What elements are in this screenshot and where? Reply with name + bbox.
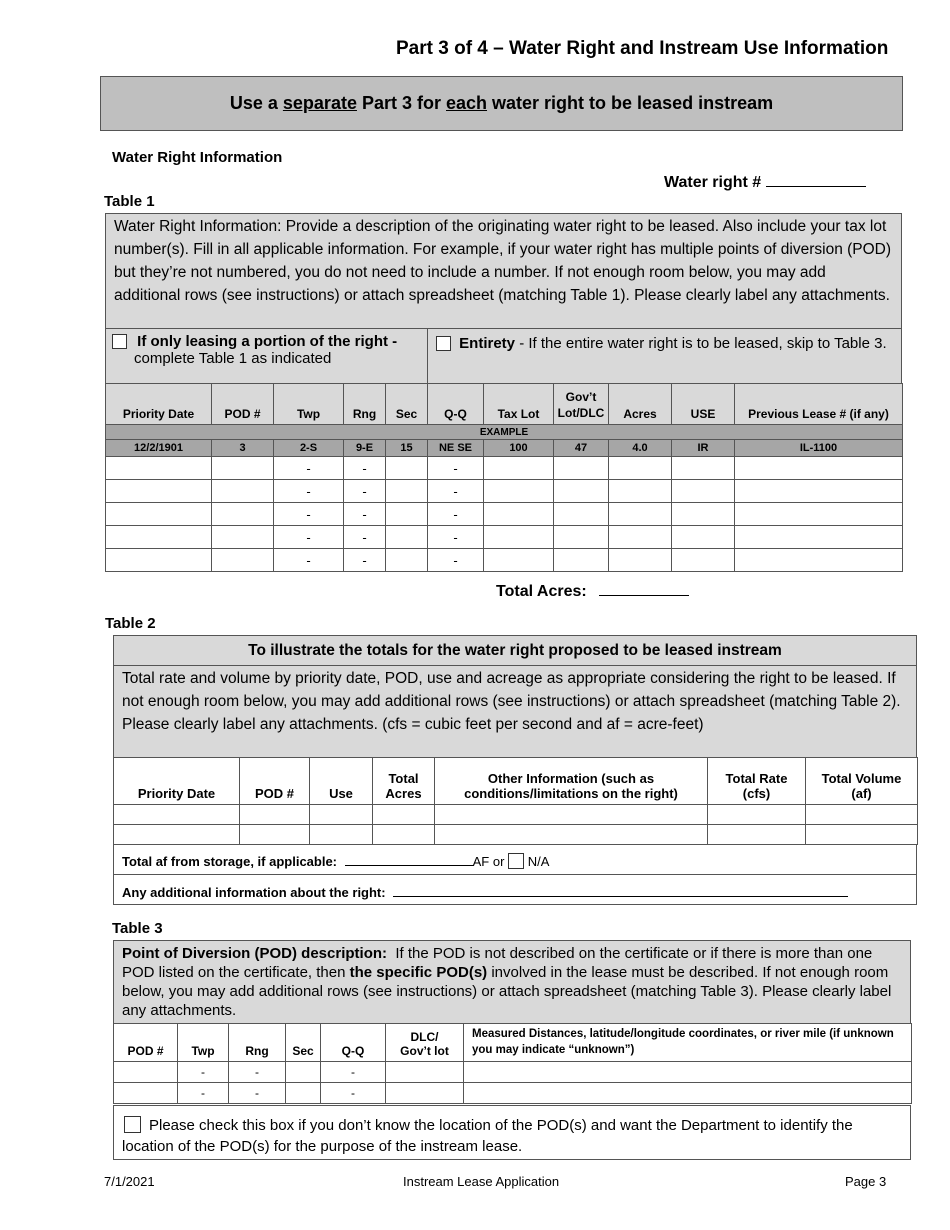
col-rng: Rng <box>344 384 386 425</box>
input-cell[interactable] <box>554 526 609 549</box>
col-dlc-govt-lot: DLC/ Gov’t lot <box>386 1024 464 1062</box>
input-cell[interactable] <box>386 526 428 549</box>
input-cell[interactable] <box>735 457 903 480</box>
additional-info-input[interactable] <box>393 884 848 897</box>
example-cell: 9-E <box>344 440 386 457</box>
dash-cell[interactable]: - <box>178 1062 229 1083</box>
table1-description: Water Right Information: Provide a description of the originating water right to be leased. Also include your tax lot number(s). Fill in all applicable information. For example, if your water right has multiple points of diversion (POD) but they’re not numbered, you do not need to include a number. If not enough room below, you may add additional rows (see instructions) or attach spreadsheet (matching Table 1). Please clearly label any attachments. <box>105 213 902 329</box>
dash-cell[interactable]: - <box>428 503 484 526</box>
input-cell[interactable] <box>310 805 373 825</box>
col-priority-date: Priority Date <box>114 758 240 805</box>
input-cell[interactable] <box>735 480 903 503</box>
storage-row <box>113 844 917 875</box>
table1-grid <box>105 383 903 572</box>
page-title: Part 3 of 4 – Water Right and Instream Use Information <box>396 38 889 59</box>
dash-cell[interactable]: - <box>321 1062 386 1083</box>
table-row[interactable] <box>106 457 903 480</box>
table-row[interactable] <box>114 1062 912 1083</box>
dash-cell[interactable]: - <box>321 1083 386 1104</box>
table2-grid <box>113 757 918 845</box>
entirety-option-bold: Entirety <box>459 335 516 352</box>
col-sec: Sec <box>386 384 428 425</box>
example-cell: 3 <box>212 440 274 457</box>
input-cell[interactable] <box>386 503 428 526</box>
col-pod: POD # <box>212 384 274 425</box>
input-cell[interactable] <box>373 805 435 825</box>
input-cell[interactable] <box>286 1083 321 1104</box>
example-cell: 12/2/1901 <box>106 440 212 457</box>
input-cell[interactable] <box>212 480 274 503</box>
water-right-number-label: Water right # <box>664 174 766 191</box>
input-cell[interactable] <box>212 457 274 480</box>
dash-cell[interactable]: - <box>344 503 386 526</box>
input-cell[interactable] <box>114 1062 178 1083</box>
input-cell[interactable] <box>708 805 806 825</box>
footer-page-number: Page 3 <box>845 1174 887 1189</box>
col-qq: Q-Q <box>321 1024 386 1062</box>
input-cell[interactable] <box>386 549 428 572</box>
table-row[interactable] <box>114 1083 912 1104</box>
banner-text-each: each <box>446 93 488 113</box>
example-cell: 4.0 <box>609 440 672 457</box>
table1-label: Table 1 <box>104 193 155 210</box>
input-cell[interactable] <box>386 480 428 503</box>
portion-option[interactable] <box>105 328 428 384</box>
dash-cell[interactable]: - <box>344 480 386 503</box>
table-row[interactable] <box>114 805 918 825</box>
dash-cell[interactable]: - <box>428 526 484 549</box>
input-cell[interactable] <box>806 825 918 845</box>
col-total-volume: Total Volume (af) <box>806 758 918 805</box>
input-cell[interactable] <box>106 549 212 572</box>
dash-cell[interactable]: - <box>274 457 344 480</box>
input-cell[interactable] <box>554 503 609 526</box>
col-other-info: Other Information (such as conditions/limitations on the right) <box>435 758 708 805</box>
storage-af: AF or <box>472 854 505 869</box>
dash-cell[interactable]: - <box>274 480 344 503</box>
table-row[interactable] <box>114 825 918 845</box>
table-row[interactable] <box>106 526 903 549</box>
dash-cell[interactable]: - <box>274 549 344 572</box>
input-cell[interactable] <box>735 526 903 549</box>
col-acres: Acres <box>609 384 672 425</box>
input-cell[interactable] <box>484 480 554 503</box>
example-cell: IL-1100 <box>735 440 903 457</box>
input-cell[interactable] <box>554 480 609 503</box>
table-row[interactable] <box>106 549 903 572</box>
col-pod: POD # <box>240 758 310 805</box>
input-cell[interactable] <box>672 549 735 572</box>
storage-label: Total af from storage, if applicable: <box>122 854 338 869</box>
input-cell[interactable] <box>672 526 735 549</box>
col-use: Use <box>310 758 373 805</box>
water-right-number-value[interactable] <box>766 172 866 187</box>
input-cell[interactable] <box>240 825 310 845</box>
input-cell[interactable] <box>114 825 240 845</box>
additional-info-row <box>113 874 917 905</box>
col-qq: Q-Q <box>428 384 484 425</box>
table-row[interactable] <box>106 503 903 526</box>
table3-desc-part1: If the POD is not described on the certificate or if there is more than one POD listed on the certificate, then <box>122 945 877 981</box>
total-acres-field[interactable] <box>496 581 689 601</box>
table3-label: Table 3 <box>112 920 163 937</box>
col-previous-lease: Previous Lease # (if any) <box>735 384 903 425</box>
example-row <box>106 440 903 457</box>
input-cell[interactable] <box>212 503 274 526</box>
input-cell[interactable] <box>554 549 609 572</box>
example-cell: IR <box>672 440 735 457</box>
input-cell[interactable] <box>106 457 212 480</box>
input-cell[interactable] <box>464 1083 912 1104</box>
input-cell[interactable] <box>609 526 672 549</box>
input-cell[interactable] <box>806 805 918 825</box>
dash-cell[interactable]: - <box>274 526 344 549</box>
input-cell[interactable] <box>114 1083 178 1104</box>
table3-desc-bold2: the specific POD(s) <box>349 964 488 981</box>
col-priority-date: Priority Date <box>106 384 212 425</box>
portion-option-text: complete Table 1 as indicated <box>134 350 332 367</box>
input-cell[interactable] <box>286 1062 321 1083</box>
dash-cell[interactable]: - <box>428 457 484 480</box>
input-cell[interactable] <box>310 825 373 845</box>
input-cell[interactable] <box>106 480 212 503</box>
input-cell[interactable] <box>484 549 554 572</box>
col-twp: Twp <box>178 1024 229 1062</box>
portion-checkbox[interactable] <box>112 334 127 349</box>
portion-option-bold: If only leasing a portion of the right - <box>137 333 398 350</box>
input-cell[interactable] <box>386 457 428 480</box>
example-cell: 15 <box>386 440 428 457</box>
input-cell[interactable] <box>554 457 609 480</box>
input-cell[interactable] <box>708 825 806 845</box>
table2-description: Total rate and volume by priority date, POD, use and acreage as appropriate considering the right to be leased. If not enough room below, you may add additional rows (see instructions) or attach spreadsheet (matching Table 2). Please clearly label any attachments. (cfs = cubic feet per second and af = acre-feet) <box>113 665 917 758</box>
total-acres-value[interactable] <box>599 581 689 596</box>
input-cell[interactable] <box>609 549 672 572</box>
table3-description <box>113 940 911 1024</box>
col-pod: POD # <box>114 1024 178 1062</box>
col-sec: Sec <box>286 1024 321 1062</box>
entirety-option[interactable] <box>427 328 902 384</box>
dash-cell[interactable]: - <box>274 503 344 526</box>
example-cell: 47 <box>554 440 609 457</box>
dash-cell[interactable]: - <box>344 526 386 549</box>
input-cell[interactable] <box>435 805 708 825</box>
input-cell[interactable] <box>484 526 554 549</box>
entirety-option-text: - If the entire water right is to be leased, skip to Table 3. <box>515 335 887 352</box>
input-cell[interactable] <box>435 825 708 845</box>
input-cell[interactable] <box>672 480 735 503</box>
table3-desc-part2: involved in the lease must be described. If not enough room below, you may add additional rows (see instructions) or attach spreadsheet (matching Table 3). Please clearly label any attachments. <box>122 964 892 1019</box>
input-cell[interactable] <box>386 1062 464 1083</box>
col-total-acres: Total Acres <box>373 758 435 805</box>
example-label: EXAMPLE <box>106 425 903 440</box>
col-rng: Rng <box>229 1024 286 1062</box>
table3-desc-bold1: Point of Diversion (POD) description: <box>122 945 388 962</box>
water-right-number-field[interactable] <box>664 172 866 192</box>
input-cell[interactable] <box>212 549 274 572</box>
input-cell[interactable] <box>672 503 735 526</box>
banner-text-mid: Part 3 for <box>356 93 446 113</box>
total-acres-label: Total Acres: <box>496 583 587 600</box>
input-cell[interactable] <box>735 503 903 526</box>
example-cell: 100 <box>484 440 554 457</box>
col-measured-distances: Measured Distances, latitude/longitude coordinates, or river mile (if unknown you may indicate “unknown”) <box>464 1024 912 1062</box>
table2-title: To illustrate the totals for the water right proposed to be leased instream <box>113 635 917 666</box>
unknown-pod-checkbox[interactable] <box>124 1116 141 1133</box>
input-cell[interactable] <box>735 549 903 572</box>
input-cell[interactable] <box>106 526 212 549</box>
water-right-section-label: Water Right Information <box>112 149 283 166</box>
table-row[interactable] <box>106 480 903 503</box>
entirety-checkbox[interactable] <box>436 336 451 351</box>
unknown-pod-row[interactable] <box>113 1105 911 1160</box>
input-cell[interactable] <box>609 503 672 526</box>
input-cell[interactable] <box>464 1062 912 1083</box>
dash-cell[interactable]: - <box>178 1083 229 1104</box>
input-cell[interactable] <box>484 457 554 480</box>
example-cell: NE SE <box>428 440 484 457</box>
dash-cell[interactable]: - <box>344 457 386 480</box>
input-cell[interactable] <box>114 805 240 825</box>
banner-text-post: water right to be leased instream <box>487 93 774 113</box>
dash-cell[interactable]: - <box>229 1083 286 1104</box>
input-cell[interactable] <box>609 480 672 503</box>
banner-text-separate: separate <box>282 93 357 113</box>
col-total-rate: Total Rate (cfs) <box>708 758 806 805</box>
storage-input[interactable] <box>345 853 473 866</box>
table2-label: Table 2 <box>105 615 156 632</box>
input-cell[interactable] <box>484 503 554 526</box>
dash-cell[interactable]: - <box>428 480 484 503</box>
additional-info-label: Any additional information about the right: <box>122 885 386 900</box>
dash-cell[interactable]: - <box>344 549 386 572</box>
input-cell[interactable] <box>240 805 310 825</box>
na-checkbox[interactable] <box>508 853 524 869</box>
example-cell: 2-S <box>274 440 344 457</box>
instruction-banner <box>100 76 903 131</box>
col-tax-lot: Tax Lot <box>484 384 554 425</box>
unknown-pod-text: Please check this box if you don’t know the location of the POD(s) and want the Department to identify the location of the POD(s) for the purpose of the instream lease. <box>122 1117 853 1155</box>
banner-text-pre: Use a <box>229 93 283 113</box>
input-cell[interactable] <box>386 1083 464 1104</box>
table3-grid <box>113 1023 912 1104</box>
col-twp: Twp <box>274 384 344 425</box>
footer-date: 7/1/2021 <box>104 1174 155 1189</box>
na-label: N/A <box>527 854 550 869</box>
input-cell[interactable] <box>609 457 672 480</box>
input-cell[interactable] <box>672 457 735 480</box>
input-cell[interactable] <box>212 526 274 549</box>
dash-cell[interactable]: - <box>229 1062 286 1083</box>
footer-title: Instream Lease Application <box>403 1174 560 1189</box>
input-cell[interactable] <box>373 825 435 845</box>
dash-cell[interactable]: - <box>428 549 484 572</box>
input-cell[interactable] <box>106 503 212 526</box>
col-govt-lot: Gov’t Lot/DLC <box>554 384 609 425</box>
col-use: USE <box>672 384 735 425</box>
